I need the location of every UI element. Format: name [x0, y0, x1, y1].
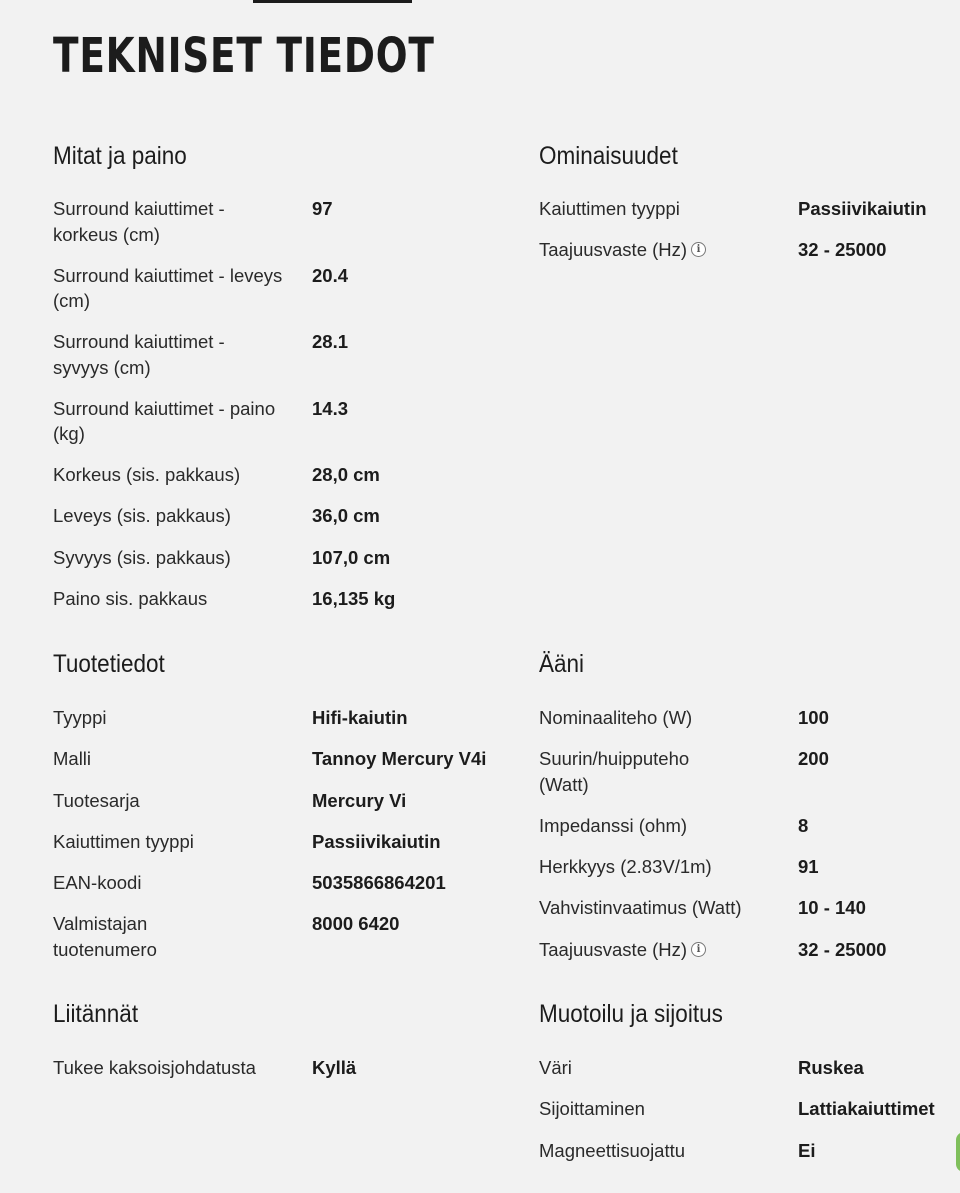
spec-value: Mercury Vi	[312, 789, 407, 811]
section-tuotetiedot	[53, 648, 487, 978]
spec-label: Tuotesarja	[53, 789, 140, 811]
spec-value: Kyllä	[312, 1057, 357, 1078]
spec-value: 16,135 kg	[312, 587, 396, 609]
spec-value: 91	[798, 856, 819, 878]
spec-value: 32 - 25000	[798, 239, 887, 261]
spec-label: Nominaaliteho (W)	[539, 707, 693, 728]
spec-label: Surround kaiuttimet - paino (kg)	[53, 397, 276, 444]
spec-row	[53, 829, 473, 870]
section-heading: Mitat ja paino	[53, 142, 187, 170]
spec-row	[53, 746, 487, 787]
page-title: TEKNISET TIEDOT	[53, 28, 435, 84]
spec-value: 28.1	[312, 331, 349, 352]
spec-label: Korkeus (sis. pakkaus)	[53, 464, 241, 485]
spec-row	[539, 854, 959, 895]
spec-label: Paino sis. pakkaus	[53, 587, 208, 609]
spec-label: Surround kaiuttimet - leveys (cm)	[53, 264, 283, 311]
spec-label: Magneettisuojattu	[539, 1139, 686, 1161]
spec-label: Tyyppi	[53, 707, 107, 728]
spec-row	[53, 586, 473, 627]
spec-value: 200	[798, 748, 829, 770]
spec-row	[53, 462, 473, 503]
section-heading: Tuotetiedot	[53, 650, 165, 678]
section-heading: Muotoilu ja sijoitus	[539, 1000, 723, 1028]
spec-label: Väri	[539, 1057, 572, 1078]
spec-row	[539, 813, 959, 854]
spec-label: Surround kaiuttimet - syvyys (cm)	[53, 331, 225, 378]
spec-value: Hifi-kaiutin	[312, 707, 408, 728]
spec-value: 97	[312, 198, 333, 219]
spec-row	[539, 937, 959, 978]
spec-row	[53, 911, 473, 978]
spec-value: 8	[798, 814, 809, 836]
spec-value: 36,0 cm	[312, 505, 380, 527]
spec-row	[539, 196, 959, 237]
spec-label-text: Taajuusvaste (Hz)	[539, 938, 688, 960]
spec-row	[539, 746, 959, 813]
section-heading: Ominaisuudet	[539, 142, 678, 170]
spec-row	[53, 196, 473, 263]
spec-label: Impedanssi (ohm)	[539, 814, 688, 836]
spec-label: Leveys (sis. pakkaus)	[53, 505, 231, 527]
spec-value: 28,0 cm	[312, 464, 380, 485]
spec-label	[539, 237, 798, 263]
spec-row	[53, 396, 473, 463]
spec-label: Sijoittaminen	[539, 1098, 645, 1120]
spec-value: 14.3	[312, 397, 349, 419]
section-liitannat	[53, 998, 473, 1096]
section-ominaisuudet	[539, 140, 959, 279]
spec-value: Tannoy Mercury V4i	[312, 748, 487, 770]
spec-label: EAN-koodi	[53, 872, 142, 894]
spec-label: Malli	[53, 748, 92, 770]
spec-label-text: Taajuusvaste (Hz)	[539, 239, 688, 261]
section-heading: Ääni	[539, 650, 585, 678]
spec-value: 107,0 cm	[312, 546, 391, 568]
spec-row	[539, 1138, 959, 1179]
spec-label: Vahvistinvaatimus (Watt)	[539, 897, 742, 919]
spec-row	[53, 705, 473, 746]
spec-value: Passiivikaiutin	[798, 198, 927, 219]
spec-label: Suurin/huipputeho (Watt)	[539, 748, 690, 795]
spec-value: 8000 6420	[312, 913, 400, 935]
spec-row	[53, 503, 473, 544]
spec-value: 5035866864201	[312, 872, 446, 894]
section-mitat-ja-paino	[53, 140, 473, 627]
section-heading: Liitännät	[53, 1000, 139, 1028]
spec-row	[539, 1096, 959, 1137]
spec-value: 10 - 140	[798, 897, 866, 919]
info-icon[interactable]: i	[691, 242, 706, 257]
spec-value: Ruskea	[798, 1057, 864, 1078]
info-icon[interactable]: i	[691, 942, 706, 957]
spec-label: Surround kaiuttimet - korkeus (cm)	[53, 198, 225, 245]
spec-row	[53, 329, 473, 396]
spec-row	[539, 705, 959, 746]
spec-row	[53, 263, 473, 330]
spec-label: Kaiuttimen tyyppi	[53, 830, 194, 852]
spec-row	[53, 788, 473, 829]
spec-label: Valmistajan tuotenumero	[53, 913, 157, 960]
spec-row	[53, 870, 473, 911]
spec-value: Lattiakaiuttimet	[798, 1098, 935, 1120]
spec-row	[53, 1055, 473, 1096]
spec-label	[539, 937, 798, 963]
spec-row	[539, 1055, 959, 1096]
section-aani	[539, 648, 959, 978]
section-muotoilu-ja-sijoitus	[539, 998, 959, 1179]
spec-row	[539, 237, 959, 278]
spec-value: Passiivikaiutin	[312, 830, 441, 852]
spec-value: Ei	[798, 1139, 816, 1161]
spec-label: Tukee kaksoisjohdatusta	[53, 1057, 256, 1078]
active-tab-indicator	[253, 0, 412, 3]
chat-widget-edge[interactable]	[956, 1132, 960, 1172]
spec-label: Herkkyys (2.83V/1m)	[539, 856, 712, 878]
spec-row	[53, 545, 473, 586]
spec-row	[539, 895, 959, 936]
spec-value: 20.4	[312, 264, 349, 286]
spec-label: Syvyys (sis. pakkaus)	[53, 546, 231, 568]
spec-label: Kaiuttimen tyyppi	[539, 198, 680, 219]
spec-value: 32 - 25000	[798, 938, 887, 960]
spec-value: 100	[798, 707, 829, 728]
